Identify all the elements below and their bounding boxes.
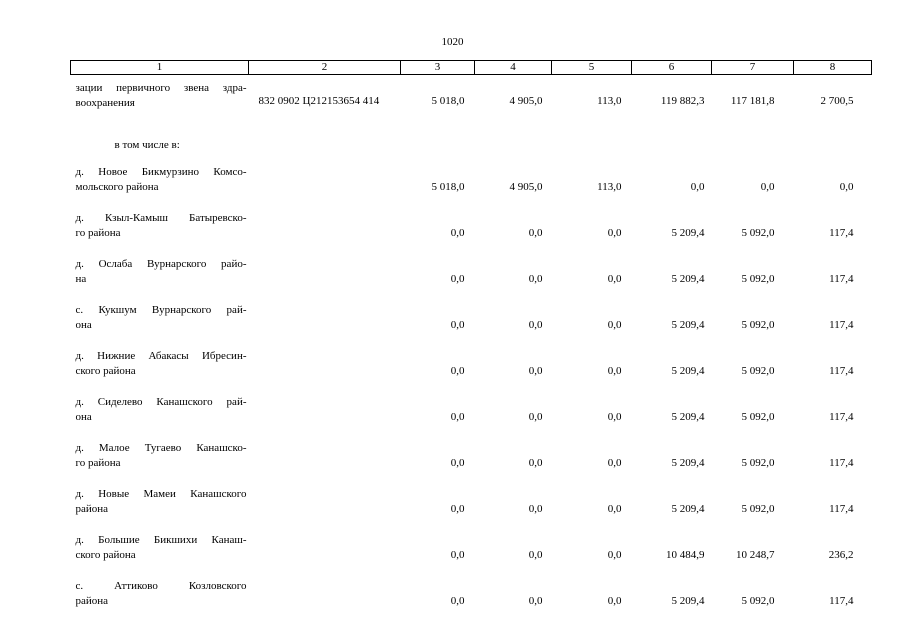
- column-header-8: 8: [794, 61, 872, 75]
- table-row: [71, 337, 872, 383]
- row-code: [249, 291, 401, 337]
- row-name-line2: она: [75, 411, 92, 423]
- cell-col4: 0,0: [528, 503, 543, 515]
- column-number-row: [71, 61, 872, 75]
- cell-col8: 117,4: [829, 227, 854, 239]
- cell-col8: 117,4: [829, 411, 854, 423]
- row-code: [249, 153, 401, 199]
- row-name-line2: района: [75, 503, 109, 515]
- row-name-line1: д. Нижние Абакасы Ибресин-: [75, 350, 247, 362]
- row-code: 832 0902 Ц212153654 414: [258, 95, 380, 107]
- cell-col5: 113,0: [597, 181, 622, 193]
- row-name-line1: д. Кзыл-Камыш Батыревско-: [75, 212, 247, 224]
- cell-col4: 0,0: [528, 549, 543, 561]
- table-row: [71, 291, 872, 337]
- row-name-line2: воохранения: [75, 97, 135, 109]
- cell-col4: 0,0: [528, 319, 543, 331]
- cell-col3: 0,0: [450, 411, 465, 423]
- cell-col6: 10 484,9: [666, 549, 705, 561]
- table-body: [71, 75, 872, 614]
- table-row: [71, 567, 872, 613]
- cell-col6: 119 882,3: [660, 95, 705, 107]
- cell-col5: 0,0: [607, 273, 622, 285]
- row-code: [249, 337, 401, 383]
- cell-col6: 5 209,4: [671, 411, 705, 423]
- cell-col5: 0,0: [607, 595, 622, 607]
- row-name-line2: го района: [75, 457, 121, 469]
- cell-col4: 0,0: [528, 595, 543, 607]
- table-row: [71, 521, 872, 567]
- row-name-line1: д. Большие Бикшихи Канаш-: [75, 534, 247, 546]
- cell-col3: 0,0: [450, 595, 465, 607]
- row-name-line2: го района: [75, 227, 121, 239]
- cell-col4: 4 905,0: [509, 181, 543, 193]
- row-name-line1: д. Сиделево Канашского рай-: [75, 396, 247, 408]
- cell-col3: 0,0: [450, 273, 465, 285]
- cell-col6: 5 209,4: [671, 319, 705, 331]
- row-code: [249, 475, 401, 521]
- cell-col4: 4 905,0: [509, 95, 543, 107]
- cell-col3: 0,0: [450, 319, 465, 331]
- cell-col7: 117 181,8: [730, 95, 775, 107]
- cell-col3: 0,0: [450, 549, 465, 561]
- row-name-line2: мольского района: [75, 181, 159, 193]
- row-name-line2: ского района: [75, 549, 136, 561]
- cell-col3: 0,0: [450, 503, 465, 515]
- cell-col7: 5 092,0: [741, 457, 775, 469]
- cell-col5: 0,0: [607, 549, 622, 561]
- cell-col6: 5 209,4: [671, 595, 705, 607]
- cell-col6: 5 209,4: [671, 227, 705, 239]
- cell-col3: 5 018,0: [431, 95, 465, 107]
- cell-col6: 5 209,4: [671, 457, 705, 469]
- cell-col3: 0,0: [450, 227, 465, 239]
- cell-col8: 117,4: [829, 457, 854, 469]
- row-code: [249, 199, 401, 245]
- row-name-line1: зации первичного звена здра-: [75, 82, 247, 94]
- row-name-line1: с. Аттиково Козловского: [75, 580, 247, 592]
- cell-col8: 2 700,5: [820, 95, 854, 107]
- row-name: [71, 75, 249, 112]
- cell-col6: 5 209,4: [671, 365, 705, 377]
- row-name-line1: д. Ослаба Вурнарского райо-: [75, 258, 247, 270]
- row-code: [249, 429, 401, 475]
- cell-col4: 0,0: [528, 411, 543, 423]
- row-name-line2: ского района: [75, 365, 136, 377]
- column-header-1: 1: [71, 61, 249, 75]
- row-name: [71, 245, 249, 291]
- cell-col5: 0,0: [607, 319, 622, 331]
- row-name: [71, 567, 249, 613]
- cell-col7: 5 092,0: [741, 411, 775, 423]
- column-header-2: 2: [249, 61, 401, 75]
- cell-col4: 0,0: [528, 227, 543, 239]
- row-name: [71, 153, 249, 199]
- cell-col5: 0,0: [607, 457, 622, 469]
- cell-col5: 113,0: [597, 95, 622, 107]
- cell-col7: 5 092,0: [741, 365, 775, 377]
- budget-table: [70, 60, 872, 613]
- cell-col6: 5 209,4: [671, 273, 705, 285]
- row-code: [249, 245, 401, 291]
- cell-col4: 0,0: [528, 365, 543, 377]
- row-name-line1: д. Малое Тугаево Канашско-: [75, 442, 247, 454]
- row-name-line1: д. Новые Мамеи Канашского: [75, 488, 247, 500]
- cell-col7: 5 092,0: [741, 273, 775, 285]
- cell-col6: 5 209,4: [671, 503, 705, 515]
- column-header-3: 3: [401, 61, 475, 75]
- column-header-7: 7: [712, 61, 794, 75]
- row-name: [71, 521, 249, 567]
- table-row: [71, 429, 872, 475]
- cell-col8: 236,2: [828, 549, 854, 561]
- cell-col8: 0,0: [839, 181, 854, 193]
- row-name-line2: района: [75, 595, 109, 607]
- cell-col6: 0,0: [690, 181, 705, 193]
- cell-col4: 0,0: [528, 273, 543, 285]
- cell-col8: 117,4: [829, 273, 854, 285]
- cell-col5: 0,0: [607, 503, 622, 515]
- table-row: [71, 199, 872, 245]
- row-name: [71, 383, 249, 429]
- row-name-line2: на: [75, 273, 87, 285]
- row-name-line2: она: [75, 319, 92, 331]
- row-code: [249, 521, 401, 567]
- cell-col7: 5 092,0: [741, 319, 775, 331]
- cell-col7: 5 092,0: [741, 595, 775, 607]
- cell-col7: 5 092,0: [741, 227, 775, 239]
- row-code: [249, 383, 401, 429]
- column-header-4: 4: [475, 61, 552, 75]
- subtitle-text: в том числе в:: [114, 139, 180, 151]
- row-code: [249, 567, 401, 613]
- table-row: [71, 153, 872, 199]
- subtitle-row: [71, 111, 872, 153]
- table-row: [71, 475, 872, 521]
- column-header-6: 6: [632, 61, 712, 75]
- row-name: [71, 337, 249, 383]
- cell-col4: 0,0: [528, 457, 543, 469]
- row-name-line1: д. Новое Бикмурзино Комсо-: [75, 166, 247, 178]
- cell-col7: 5 092,0: [741, 503, 775, 515]
- table-row: [71, 75, 872, 112]
- cell-col5: 0,0: [607, 227, 622, 239]
- page-number: 1020: [441, 36, 464, 48]
- cell-col7: 10 248,7: [736, 549, 775, 561]
- cell-col8: 117,4: [829, 365, 854, 377]
- table-header: [71, 61, 872, 75]
- cell-col3: 0,0: [450, 365, 465, 377]
- cell-col7: 0,0: [760, 181, 775, 193]
- cell-col3: 5 018,0: [431, 181, 465, 193]
- cell-col3: 0,0: [450, 457, 465, 469]
- cell-col8: 117,4: [829, 503, 854, 515]
- row-name: [71, 429, 249, 475]
- cell-col8: 117,4: [829, 319, 854, 331]
- table-row: [71, 245, 872, 291]
- row-name-line1: с. Кукшум Вурнарского рай-: [75, 304, 247, 316]
- row-name: [71, 475, 249, 521]
- cell-col5: 0,0: [607, 365, 622, 377]
- table-row: [71, 383, 872, 429]
- cell-col8: 117,4: [829, 595, 854, 607]
- row-name: [71, 199, 249, 245]
- cell-col5: 0,0: [607, 411, 622, 423]
- row-name: [71, 291, 249, 337]
- column-header-5: 5: [552, 61, 632, 75]
